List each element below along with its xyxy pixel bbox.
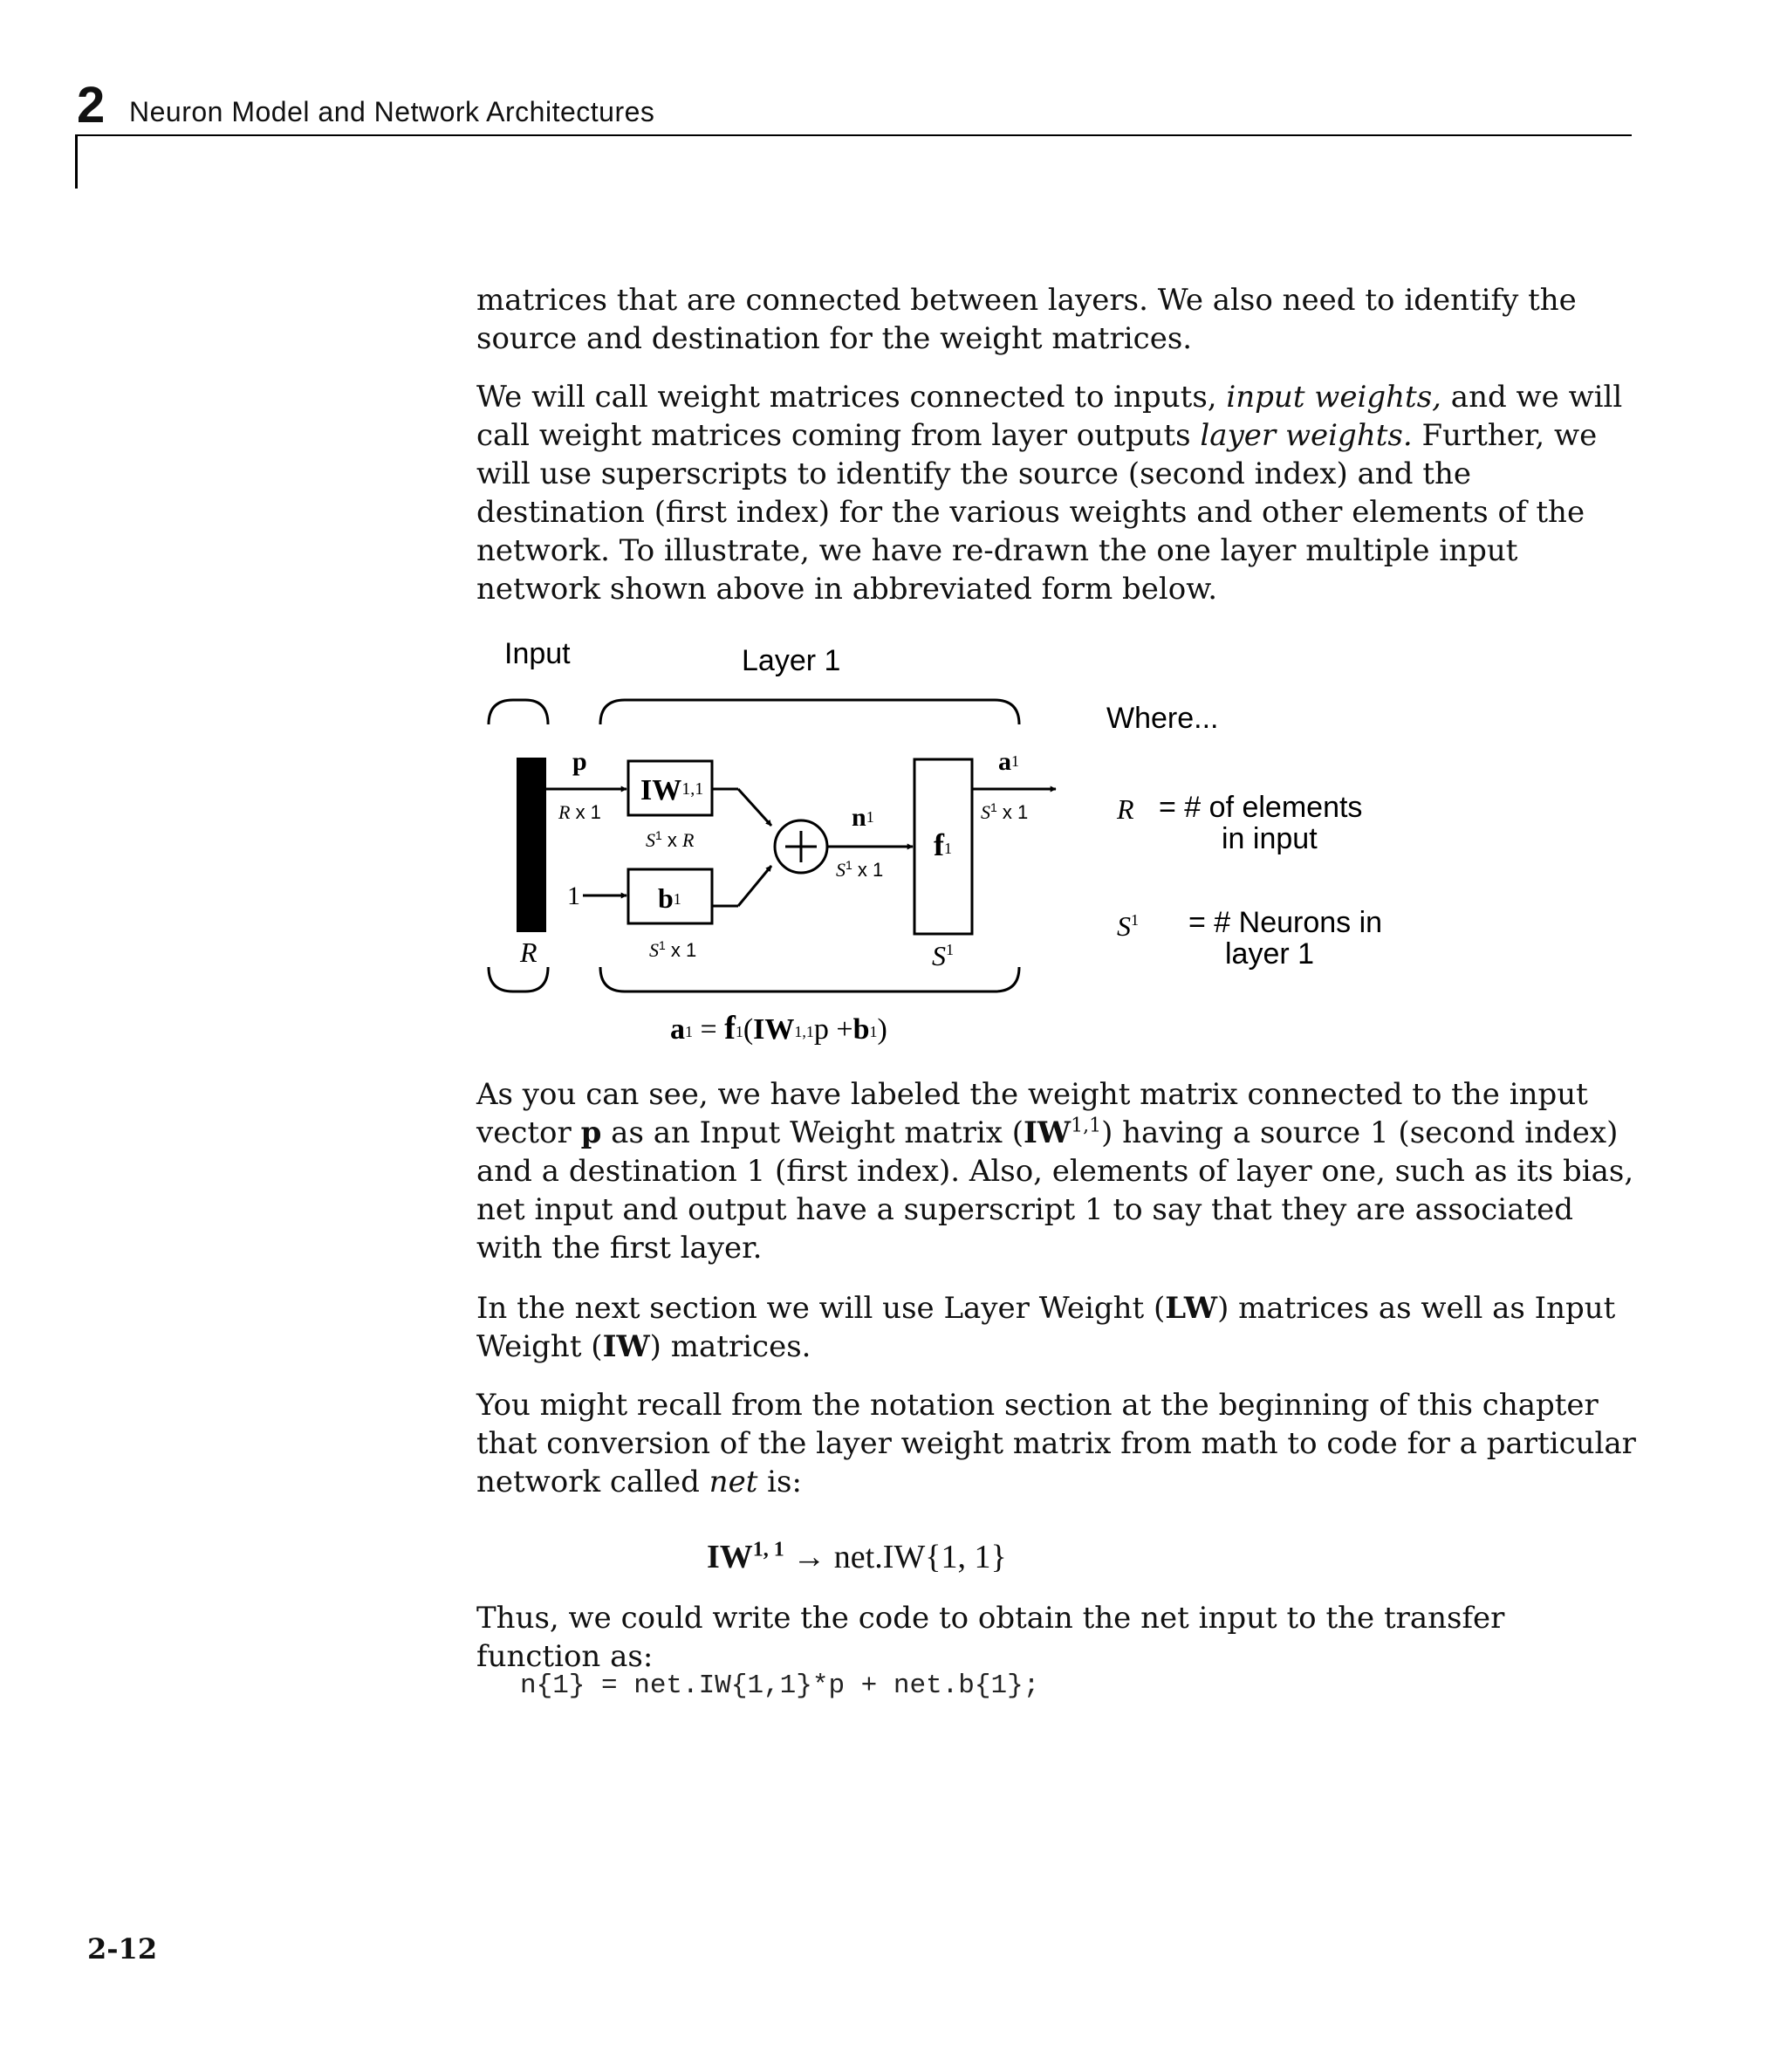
legend-r-symbol: R (1117, 793, 1134, 825)
s-under-label: $S^1$ (932, 940, 954, 971)
header-tick (75, 134, 78, 189)
paragraph-4: In the next section we will use Layer Weight (LW) matrices as well as Input Weight (IW) matrices. (476, 1291, 1616, 1364)
paragraph-6: Thus, we could write the code to obtain the net input to the transfer function as: (476, 1601, 1505, 1674)
paragraph-1: matrices that are connected between layers. We also need to identify the source and destination for the weight matrices. (476, 283, 1577, 356)
paragraph-2: We will call weight matrices connected to inputs, input weights, and we will call weight matrices coming from layer outputs layer weights. Further, we will use superscripts to identify the source (second index) and the destination (first index) for the various weights and other elements of the network. To illustrate, we have re-drawn the one layer multiple input network shown above in abbreviated form below. (476, 380, 1623, 607)
input-label: Input (504, 637, 571, 670)
layer-bottom-brace (600, 967, 1019, 991)
input-top-brace (489, 700, 548, 724)
legend-s-line1: = # Neurons in (1188, 906, 1383, 939)
legend-r-line1: = # of elements (1159, 791, 1363, 824)
a-label: a1 (998, 747, 1019, 776)
iw-label: IW1,1 (640, 774, 704, 806)
p-dims: R x 1 (558, 801, 601, 823)
network-diagram (471, 628, 1431, 1065)
b-dims: $S^1$ x 1 (649, 938, 697, 961)
n-dims: $S^1$ x 1 (836, 858, 884, 881)
b-to-sum-arrow (738, 866, 771, 906)
layer-label: Layer 1 (742, 644, 841, 677)
bias-input-label: 1 (567, 882, 580, 910)
where-label: Where... (1106, 702, 1219, 735)
layer-top-brace (600, 700, 1019, 724)
a-dims: $S^1$ x 1 (981, 800, 1029, 823)
layer-equation: a1 = f1(IW1,1p +b1) (670, 1010, 887, 1046)
input-vector-bar (517, 758, 546, 932)
n-label: n1 (852, 803, 874, 832)
r-under-label: R (520, 937, 537, 968)
header-rule (75, 134, 1632, 136)
iw-dims: $S^1$ x R (646, 828, 695, 851)
code-snippet: n{1} = net.IW{1,1}*p + net.b{1}; (520, 1671, 1040, 1701)
paragraph-3: As you can see, we have labeled the weight matrix connected to the input vector p as an Input Weight matrix (IW$^{1,1}$) having a source 1 (second index) and a destination 1 (first index). Also, elements of layer one, such as its bias, net input and output have a superscript 1 to say that they are associated with the first layer. (476, 1077, 1634, 1266)
legend-s-line2: layer 1 (1225, 937, 1315, 971)
chapter-title: Neuron Model and Network Architectures (129, 96, 655, 127)
b-label: b1 (658, 882, 681, 914)
f-label: f1 (934, 827, 952, 862)
paragraph-5: You might recall from the notation section at the beginning of this chapter that conversion of the layer weight matrix from math to code for a particular network called net is: (476, 1388, 1636, 1499)
legend-s-symbol: $S^1$ (1117, 910, 1139, 942)
iw-code-mapping: IW$^{1, 1}$ → net.IW{1, 1} (707, 1538, 1007, 1575)
chapter-number: 2 (77, 77, 106, 134)
page-number: 2-12 (87, 1932, 158, 1966)
legend-r-line2: in input (1222, 822, 1318, 855)
iw-to-sum-arrow (738, 789, 771, 826)
input-bottom-brace (489, 967, 548, 991)
p-label: p (572, 747, 587, 776)
